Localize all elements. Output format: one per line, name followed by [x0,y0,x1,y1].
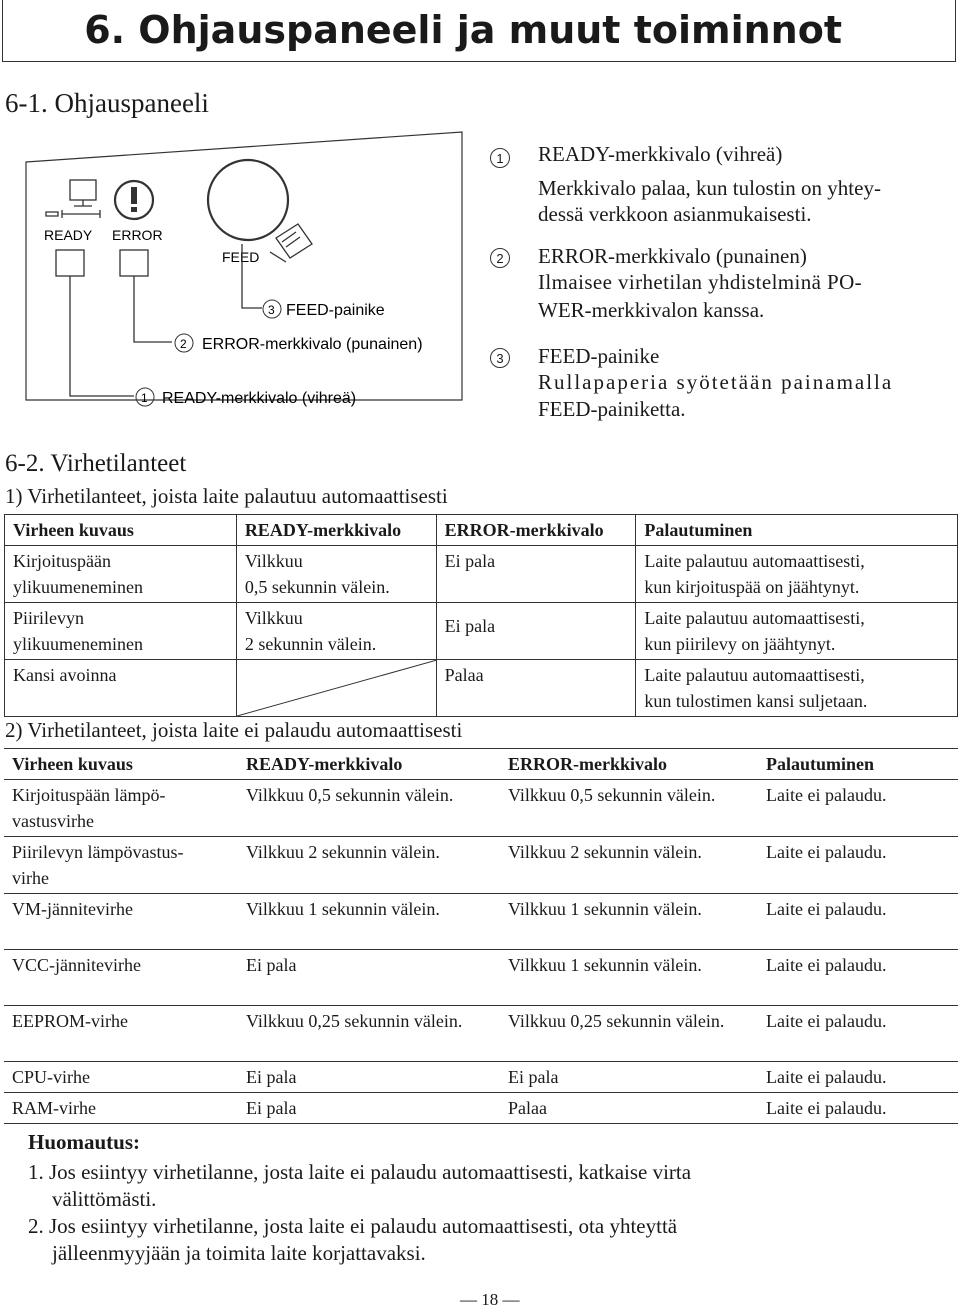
table-cell: Ei pala [500,1062,758,1093]
note-2-line-1: 2. Jos esiintyy virhetilanne, josta laite ei palaudu automaattisesti, ota yhteyttä [28,1214,678,1238]
control-panel-diagram [0,120,470,420]
table-cell: Kirjoituspään lämpö- vastusvirhe [4,780,238,837]
non-recovery-error-table [4,748,958,1124]
desc-number-1: 1 [490,148,510,168]
callout-2 [175,334,423,353]
column-header: Palautuminen [758,749,958,780]
note-1-line-2: välittömästi. [52,1187,157,1211]
table-row [4,1093,958,1124]
table-cell: Ei pala [436,546,636,603]
panel-ready-label: READY [44,227,93,243]
panel-feed-label: FEED [222,249,260,265]
table-cell: Laite ei palaudu. [758,950,958,1006]
auto-recovery-error-table [4,514,958,717]
table-cell: VCC-jännitevirhe [4,950,238,1006]
table-cell: Laite ei palaudu. [758,837,958,894]
section-heading-6-1: 6-1. Ohjauspaneeli [5,88,209,118]
table-cell: Ei pala [436,603,636,660]
table-cell: Kansi avoinna [5,660,237,717]
subsection-1-heading: 1) Virhetilanteet, joista laite palautuu automaattisesti [5,484,448,508]
svg-text:FEED-painike: FEED-painike [286,302,385,319]
table-cell: Palaa [436,660,636,717]
notes-heading: Huomautus: [28,1130,141,1154]
table-cell: Laite ei palaudu. [758,1062,958,1093]
table-cell: Vilkkuu 0,5 sekunnin välein. [500,780,758,837]
column-header: Palautuminen [636,515,958,546]
note-1-line-1: 1. Jos esiintyy virhetilanne, josta laite ei palaudu automaattisesti, katkaise virta [28,1160,692,1184]
column-header: Virheen kuvaus [4,749,238,780]
column-header: Virheen kuvaus [5,515,237,546]
page-number: — 18 — [460,1290,520,1309]
chapter-title: 6. Ohjauspaneeli ja muut toiminnot [84,8,842,52]
table-row [5,603,958,660]
table-row [4,1006,958,1062]
column-header: ERROR-merkkivalo [436,515,636,546]
desc-3-line-1: Rullapaperia syötetään painamalla [538,370,894,394]
desc-number-2: 2 [490,248,510,268]
table-cell: Palaa [500,1093,758,1124]
table-row [4,1062,958,1093]
subsection-2-heading: 2) Virhetilanteet, joista laite ei palaudu automaattisesti [5,718,463,742]
network-icon [46,180,100,218]
table-cell: Vilkkuu 2 sekunnin välein. [500,837,758,894]
ready-led [56,250,84,276]
ready-leader-line [70,276,134,396]
callout-3 [263,300,385,319]
table-cell: VM-jännitevirhe [4,894,238,950]
error-led [120,250,148,276]
desc-1-line-1: Merkkivalo palaa, kun tulostin on yhtey- [538,176,881,200]
table-cell: Vilkkuu 1 sekunnin välein. [500,894,758,950]
table-cell: Laite ei palaudu. [758,1093,958,1124]
table-cell: Vilkkuu 0,5 sekunnin välein. [238,780,500,837]
desc-3-title: FEED-painike [538,344,660,368]
desc-1-title: READY-merkkivalo (vihreä) [538,142,783,166]
table-cell: RAM-virhe [4,1093,238,1124]
warning-icon [115,181,153,219]
panel-error-label: ERROR [112,227,163,243]
error-leader-line [134,276,172,342]
diagonal-slash [237,660,437,716]
table-cell: Laite ei palaudu. [758,894,958,950]
table-cell: Ei pala [238,950,500,1006]
table-row [4,950,958,1006]
column-header: ERROR-merkkivalo [500,749,758,780]
table-cell: Kirjoituspään ylikuumeneminen [5,546,237,603]
feed-button-circle [208,160,288,240]
table-cell-not-applicable [236,660,436,717]
table-cell: Laite palautuu automaattisesti, kun tulostimen kansi suljetaan. [636,660,958,717]
desc-number-3: 3 [490,348,510,368]
table-cell: Laite ei palaudu. [758,1006,958,1062]
desc-2-line-2: WER-merkkivalon kanssa. [538,298,765,322]
desc-2-title: ERROR-merkkivalo (punainen) [538,244,807,268]
svg-text:1: 1 [141,391,148,405]
table-cell: Vilkkuu 2 sekunnin välein. [236,603,436,660]
column-header: READY-merkkivalo [236,515,436,546]
callout-1 [136,388,356,407]
table-row [4,894,958,950]
table-cell: Vilkkuu 0,25 sekunnin välein. [500,1006,758,1062]
panel-descriptions [490,140,960,430]
table-cell: Vilkkuu 0,5 sekunnin välein. [236,546,436,603]
table-cell: Piirilevyn lämpövastus- virhe [4,837,238,894]
table-cell: Vilkkuu 0,25 sekunnin välein. [238,1006,500,1062]
table-cell: Ei pala [238,1062,500,1093]
panel-outline [26,132,462,400]
table-row [4,780,958,837]
svg-text:2: 2 [180,337,187,351]
desc-3-line-2: FEED-painiketta. [538,397,686,421]
table-cell: Laite palautuu automaattisesti, kun kirjoituspää on jäähtynyt. [636,546,958,603]
svg-text:READY-merkkivalo (vihreä): READY-merkkivalo (vihreä) [162,390,357,407]
table-cell: Vilkkuu 2 sekunnin välein. [238,837,500,894]
table-cell: Piirilevyn ylikuumeneminen [5,603,237,660]
column-header: READY-merkkivalo [238,749,500,780]
table-cell: Ei pala [238,1093,500,1124]
desc-2-line-1: Ilmaisee virhetilan yhdistelminä PO- [538,270,863,294]
table-cell: Laite ei palaudu. [758,780,958,837]
table-cell: Vilkkuu 1 sekunnin välein. [238,894,500,950]
table-row [4,837,958,894]
table-row [5,660,958,717]
desc-1-line-2: dessä verkkoon asianmukaisesti. [538,202,812,226]
note-2-line-2: jälleenmyyjään ja toimita laite korjattavaksi. [52,1241,426,1265]
svg-text:3: 3 [268,303,275,317]
section-heading-6-2: 6-2. Virhetilanteet [5,450,187,477]
table-row [5,546,958,603]
table-cell: EEPROM-virhe [4,1006,238,1062]
table-cell: Vilkkuu 1 sekunnin välein. [500,950,758,1006]
table-cell: CPU-virhe [4,1062,238,1093]
table-cell: Laite palautuu automaattisesti, kun piirilevy on jäähtynyt. [636,603,958,660]
svg-text:ERROR-merkkivalo (punainen): ERROR-merkkivalo (punainen) [202,336,423,353]
